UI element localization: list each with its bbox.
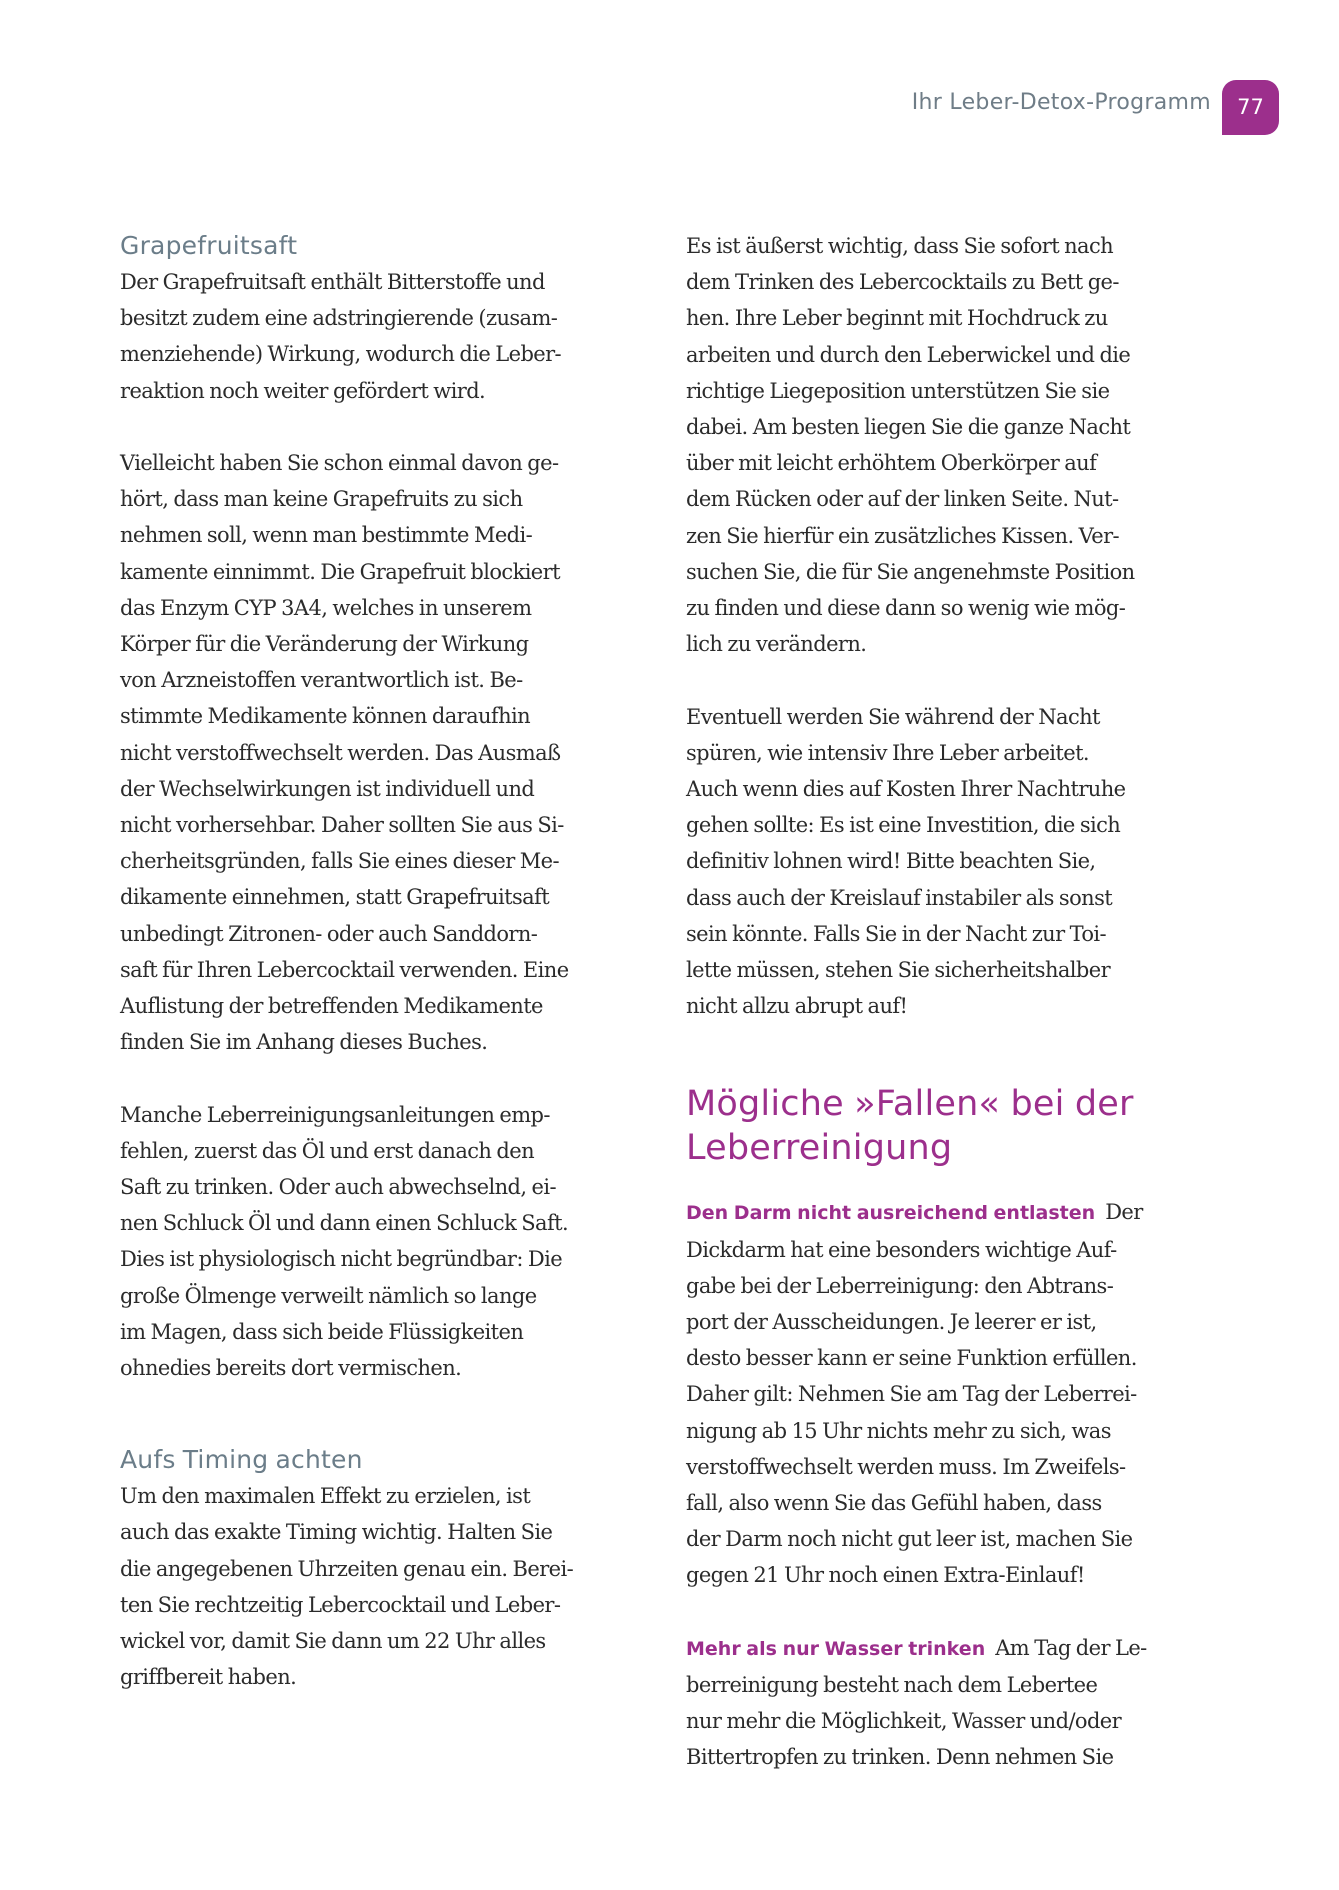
paragraph [120,1478,640,1695]
text-line: lette müssen, stehen Sie sicherheitshalber [686,958,1111,983]
text-line: reaktion noch weiter gefördert wird. [120,378,486,403]
text-line: dem Trinken des Lebercocktails zu Bett ge- [686,270,1119,295]
text-line: ten Sie rechtzeitig Lebercocktail und Leber- [120,1592,561,1617]
text-line: Manche Leberreinigungsanleitungen emp- [120,1102,550,1127]
text-line: unbedingt Zitronen- oder auch Sanddorn- [120,921,538,946]
text-line: Auflistung der betreffenden Medikamente [120,994,543,1019]
text-line: gabe bei der Leberreinigung: den Abtrans- [686,1273,1114,1298]
text-line: auch das exakte Timing wichtig. Halten Sie [120,1520,553,1545]
text-line: port der Ausscheidungen. Je leerer er ist, [686,1310,1097,1335]
text-line: richtige Liegeposition unterstützen Sie sie [686,378,1110,403]
text-line: lich zu verändern. [686,632,867,657]
text-line: hen. Ihre Leber beginnt mit Hochdruck zu [686,306,1108,331]
run-in-heading-darm: Den Darm nicht ausreichend entlasten [686,1202,1096,1225]
left-column [120,228,640,1695]
paragraph [120,1097,640,1387]
paragraph-wasser [686,1630,1206,1776]
section-heading-line: Leberreinigung [686,1128,953,1169]
text-line: dikamente einnehmen, statt Grapefruitsaft [120,885,550,910]
text-line: Bittertropfen zu trinken. Denn nehmen Sie [686,1745,1114,1770]
text-line: gegen 21 Uhr noch einen Extra-Einlauf! [686,1563,1085,1588]
text-line: über mit leicht erhöhtem Oberkörper auf [686,451,1097,476]
text-line: nicht allzu abrupt auf! [686,994,908,1019]
text-line: berreinigung besteht nach dem Lebertee [686,1673,1098,1698]
text-line: nen Schluck Öl und dann einen Schluck Saft. [120,1211,569,1236]
text-line: finden Sie im Anhang dieses Buches. [120,1030,488,1055]
text-line: cherheitsgründen, falls Sie eines dieser Me- [120,849,559,874]
text-line: zu finden und diese dann so wenig wie mög- [686,596,1126,621]
text-line: griffbereit haben. [120,1665,297,1690]
subheading-grapefruitsaft: Grapefruitsaft [120,231,298,260]
text-line: das Enzym CYP 3A4, welches in unserem [120,595,532,620]
text-line: zen Sie hierfür ein zusätzliches Kissen. Ver- [686,523,1120,548]
text-line: nehmen soll, wenn man bestimmte Medi- [120,523,533,548]
text-line: Der Grapefruitsaft enthält Bitterstoffe und [120,270,545,294]
page-number-badge: 77 [1222,80,1279,135]
text-line: der Darm noch nicht gut leer ist, machen Sie [686,1527,1133,1552]
text-line [686,1194,1206,1231]
text-line: menziehende) Wirkung, wodurch die Leber- [120,342,562,367]
text-line: dass auch der Kreislauf instabiler als sonst [686,885,1113,910]
subheading-aufs-timing-achten: Aufs Timing achten [120,1445,363,1475]
right-column [686,228,1206,1776]
text-line: dabei. Am besten liegen Sie die ganze Nacht [686,415,1131,440]
text-line: nigung ab 15 Uhr nichts mehr zu sich, was [686,1418,1111,1443]
text-line: spüren, wie intensiv Ihre Leber arbeitet. [686,740,1089,765]
text-line: dem Rücken oder auf der linken Seite. Nut- [686,487,1119,512]
text-line: große Ölmenge verweilt nämlich so lange [120,1283,537,1308]
text-line: verstoffwechselt werden muss. Im Zweifels- [686,1454,1126,1479]
text-line: im Magen, dass sich beide Flüssigkeiten [120,1319,524,1344]
text-line: gehen sollte: Es ist eine Investition, die sich [686,813,1121,838]
section-heading [686,1082,1206,1170]
text-line: die angegebenen Uhrzeiten genau ein. Berei- [120,1556,574,1581]
text-line: nicht verstoffwechselt werden. Das Ausmaß [120,740,561,765]
text-line: sein könnte. Falls Sie in der Nacht zur Toi- [686,921,1107,946]
text-line: wickel vor, damit Sie dann um 22 Uhr alles [120,1629,546,1654]
paragraph [120,264,640,409]
text-fragment: Am Tag der Le- [995,1635,1147,1660]
text-line: definitiv lohnen wird! Bitte beachten Sie, [686,849,1096,874]
text-line: Es ist äußerst wichtig, dass Sie sofort nach [686,234,1114,258]
section-heading-line: Mögliche »Fallen« bei der [686,1084,1134,1125]
paragraph [686,699,1206,1025]
text-line: suchen Sie, die für Sie angenehmste Position [686,559,1135,584]
paragraph [686,228,1206,662]
text-line: hört, dass man keine Grapefruits zu sich [120,487,523,512]
text-line: Körper für die Veränderung der Wirkung [120,632,529,657]
text-line: Um den maximalen Effekt zu erzielen, ist [120,1484,531,1509]
text-line: Daher gilt: Nehmen Sie am Tag der Leberrei- [686,1382,1137,1407]
text-line: nur mehr die Möglichkeit, Wasser und/oder [686,1709,1122,1734]
text-line: kamente einnimmt. Die Grapefruit blockiert [120,559,560,584]
text-fragment: Der [1105,1200,1143,1225]
text-line: fehlen, zuerst das Öl und erst danach den [120,1138,535,1163]
text-line: Dies ist physiologisch nicht begründbar: Die [120,1247,563,1272]
text-line: von Arzneistoffen verantwortlich ist. Be- [120,668,523,693]
text-line: ohnedies bereits dort vermischen. [120,1356,462,1381]
run-in-heading-wasser: Mehr als nur Wasser trinken [686,1637,986,1660]
text-line: saft für Ihren Lebercocktail verwenden. Eine [120,957,569,982]
text-line: Dickdarm hat eine besonders wichtige Auf- [686,1237,1117,1262]
text-line: Saft zu trinken. Oder auch abwechselnd, ei- [120,1175,556,1200]
text-line: der Wechselwirkungen ist individuell und [120,776,535,801]
text-line: arbeiten und durch den Leberwickel und die [686,342,1131,367]
running-header-title: Ihr Leber-Detox-Programm [911,90,1211,115]
paragraph [120,445,640,1060]
text-line: nicht vorhersehbar. Daher sollten Sie aus Si- [120,813,564,838]
text-line [686,1630,1206,1667]
text-line: fall, also wenn Sie das Gefühl haben, dass [686,1491,1102,1516]
text-line: Vielleicht haben Sie schon einmal davon ge- [120,451,559,475]
text-line: desto besser kann er seine Funktion erfüllen. [686,1346,1137,1371]
paragraph-darm [686,1194,1206,1593]
text-line: besitzt zudem eine adstringierende (zusam- [120,306,558,331]
text-line: stimmte Medikamente können daraufhin [120,704,531,729]
text-line: Auch wenn dies auf Kosten Ihrer Nachtruhe [686,777,1126,802]
text-line: Eventuell werden Sie während der Nacht [686,704,1100,729]
